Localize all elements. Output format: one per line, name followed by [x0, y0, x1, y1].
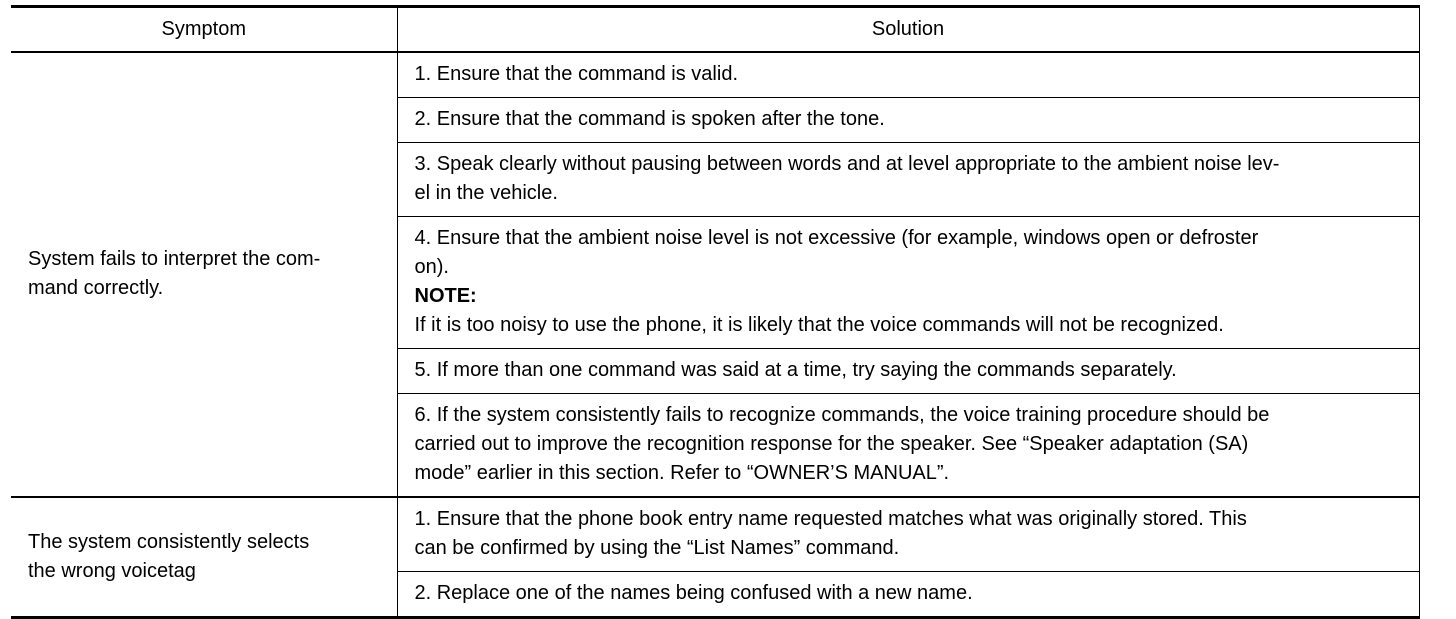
solution-cell	[397, 98, 1419, 143]
note-text: If it is too noisy to use the phone, it is likely that the voice commands will not be recognized.	[414, 314, 1224, 336]
solution-cell	[397, 497, 1419, 572]
solution-text: 6. If the system consistently fails to recognize commands, the voice training procedure should be carried out to improve the recognition response for the speaker. See “Speaker adaptation (SA) mode” earlier in this section. Refer to “OWNER’S MANUAL”.	[414, 404, 1270, 484]
solution-header: Solution	[397, 7, 1419, 53]
solution-text: 1. Ensure that the phone book entry name requested matches what was originally stored. This can be confirmed by using the “List Names” command.	[414, 508, 1247, 559]
solution-text: 1. Ensure that the command is valid.	[414, 63, 738, 85]
solution-text: 3. Speak clearly without pausing between words and at level appropriate to the ambient noise lev- el in the vehicle.	[414, 153, 1280, 204]
note-label: NOTE:	[414, 285, 477, 307]
symptom-cell	[11, 497, 397, 618]
solution-cell	[397, 349, 1419, 394]
solution-cell	[397, 394, 1419, 498]
troubleshooting-table	[11, 5, 1420, 619]
solution-cell	[397, 52, 1419, 98]
table-row	[11, 52, 1419, 98]
solution-text: 4. Ensure that the ambient noise level is not excessive (for example, windows open or defroster on).	[414, 227, 1259, 278]
table-row	[11, 497, 1419, 572]
symptom-text: System fails to interpret the com- mand correctly.	[28, 248, 321, 299]
symptom-header: Symptom	[11, 7, 397, 53]
solution-text: 2. Replace one of the names being confused with a new name.	[414, 582, 973, 604]
solution-text: 2. Ensure that the command is spoken after the tone.	[414, 108, 885, 130]
symptom-text: The system consistently selects the wrong voicetag	[28, 530, 310, 582]
symptom-cell	[11, 52, 397, 497]
header-row	[11, 7, 1419, 53]
solution-cell	[397, 572, 1419, 618]
solution-cell	[397, 143, 1419, 217]
solution-cell	[397, 217, 1419, 349]
solution-text: 5. If more than one command was said at a time, try saying the commands separately.	[414, 359, 1177, 381]
